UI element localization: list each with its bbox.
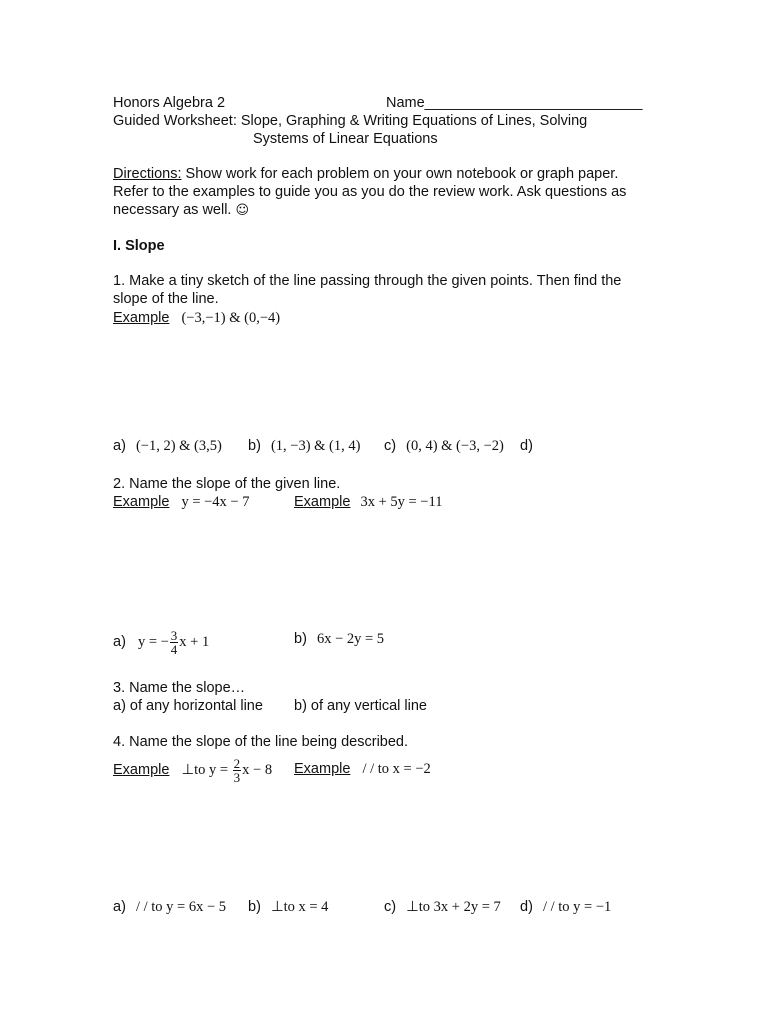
directions-line2: Refer to the examples to guide you as you do the review work. Ask questions as bbox=[113, 184, 627, 200]
section-heading-slope: I. Slope bbox=[113, 238, 165, 254]
q2-example2 bbox=[294, 493, 442, 511]
q2-b-label: b) bbox=[294, 631, 307, 647]
directions-text1: Show work for each problem on your own notebook or graph paper. bbox=[181, 166, 619, 182]
q2-a-numerator: 3 bbox=[170, 627, 178, 643]
q1-line1: 1. Make a tiny sketch of the line passing through the given points. Then find the bbox=[113, 273, 622, 289]
worksheet-title-line1: Guided Worksheet: Slope, Graphing & Writing Equations of Lines, Solving bbox=[113, 113, 588, 129]
q1-item-b bbox=[248, 437, 360, 455]
q4-ex1-label: Example bbox=[113, 762, 170, 778]
q4-ex1-numerator: 2 bbox=[233, 755, 241, 771]
q4-ex2-label: Example bbox=[294, 761, 351, 777]
q4-c-expr: ⊥to 3x + 2y = 7 bbox=[406, 899, 501, 915]
q4-a-label: a) bbox=[113, 899, 126, 915]
q2-item-b bbox=[294, 630, 384, 648]
q1-a-label: a) bbox=[113, 438, 126, 454]
q4-ex1-pre: ⊥to y = bbox=[181, 762, 232, 778]
worksheet-title-line2: Systems of Linear Equations bbox=[253, 131, 438, 147]
q1-line2: slope of the line. bbox=[113, 291, 219, 307]
q4-c-label: c) bbox=[384, 899, 397, 915]
q2-a-denominator: 4 bbox=[170, 641, 178, 657]
q2-line1: 2. Name the slope of the given line. bbox=[113, 476, 341, 492]
q4-d-expr: / / to y = −1 bbox=[542, 899, 612, 915]
q3-item-a: a) of any horizontal line bbox=[113, 698, 263, 714]
q4-item-d bbox=[520, 898, 611, 916]
q4-b-label: b) bbox=[248, 899, 261, 915]
q2-a-pre: y = − bbox=[137, 634, 169, 650]
q4-item-b bbox=[248, 898, 328, 916]
q1-d-label: d) bbox=[520, 438, 533, 454]
q4-b-expr: ⊥to x = 4 bbox=[270, 899, 329, 915]
smiley-icon: ☺ bbox=[235, 203, 250, 218]
q1-example bbox=[113, 309, 280, 327]
q4-item-a bbox=[113, 898, 226, 916]
q2-item-a bbox=[113, 620, 209, 664]
q4-d-label: d) bbox=[520, 899, 533, 915]
q2-ex2-label: Example bbox=[294, 494, 351, 510]
q1-item-d bbox=[520, 437, 533, 455]
q1-example-label: Example bbox=[113, 310, 170, 326]
q2-ex1-expr: y = −4x − 7 bbox=[181, 494, 250, 510]
q1-a-expr: (−1, 2) & (3,5) bbox=[135, 438, 222, 454]
q4-example2 bbox=[294, 760, 431, 778]
q1-b-label: b) bbox=[248, 438, 261, 454]
course-title: Honors Algebra 2 bbox=[113, 95, 226, 111]
q2-ex1-label: Example bbox=[113, 494, 170, 510]
q4-ex2-expr: / / to x = −2 bbox=[362, 761, 431, 777]
q2-example1 bbox=[113, 493, 250, 511]
q1-c-expr: (0, 4) & (−3, −2) bbox=[406, 438, 504, 454]
q4-a-expr: / / to y = 6x − 5 bbox=[135, 899, 227, 915]
q4-example1 bbox=[113, 750, 272, 790]
name-field-label: Name___________________________ bbox=[386, 95, 643, 111]
q1-item-a bbox=[113, 437, 222, 455]
q1-example-expr: (−3,−1) & (0,−4) bbox=[181, 310, 281, 326]
directions-line1 bbox=[113, 165, 618, 183]
directions-text3: necessary as well. bbox=[113, 202, 236, 218]
q4-line1: 4. Name the slope of the line being described. bbox=[113, 734, 409, 750]
q4-item-c bbox=[384, 898, 501, 916]
q3-item-b: b) of any vertical line bbox=[294, 698, 427, 714]
q1-item-c bbox=[384, 437, 504, 455]
q4-ex1-post: x − 8 bbox=[242, 762, 273, 778]
q4-ex1-denominator: 3 bbox=[233, 769, 241, 785]
q4-ex1-fraction bbox=[233, 757, 242, 784]
q2-ex2-expr: 3x + 5y = −11 bbox=[360, 494, 443, 510]
q2-a-label: a) bbox=[113, 634, 126, 650]
q1-b-expr: (1, −3) & (1, 4) bbox=[270, 438, 361, 454]
q2-b-expr: 6x − 2y = 5 bbox=[316, 631, 385, 647]
q1-c-label: c) bbox=[384, 438, 397, 454]
q3-line1: 3. Name the slope… bbox=[113, 680, 246, 696]
directions-label: Directions: bbox=[113, 166, 182, 182]
q2-a-post: x + 1 bbox=[179, 634, 210, 650]
directions-line3 bbox=[113, 201, 249, 220]
q2-a-fraction bbox=[170, 629, 179, 656]
